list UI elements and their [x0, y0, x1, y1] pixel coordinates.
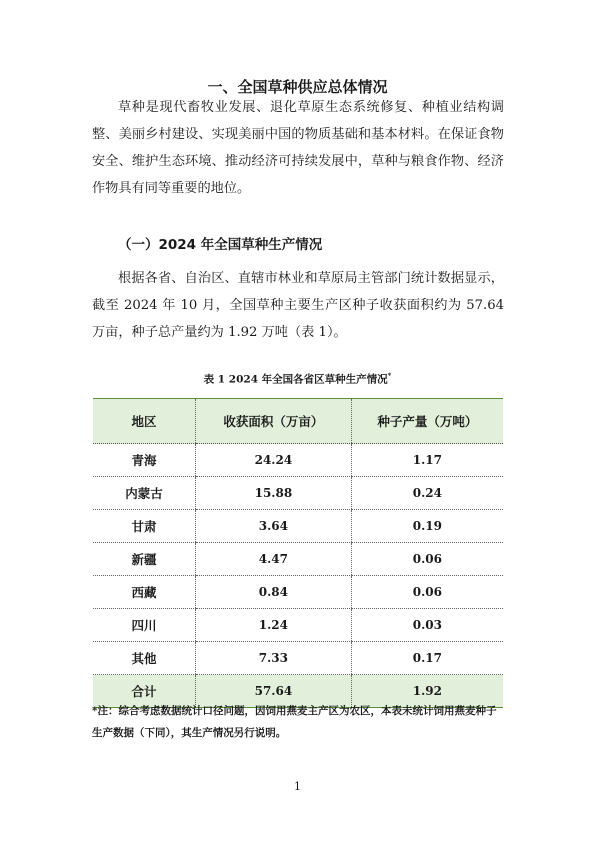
cell-area: 4.47: [196, 543, 352, 576]
total-area: 57.64: [196, 675, 352, 708]
cell-region: 青海: [93, 444, 196, 477]
cell-area: 1.24: [196, 609, 352, 642]
header-yield: 种子产量（万吨）: [351, 399, 503, 444]
table-row: [93, 510, 503, 543]
table-row: [93, 477, 503, 510]
page-number: 1: [294, 780, 301, 793]
production-paragraph: 根据各省、自治区、直辖市林业和草原局主管部门统计数据显示，截至 2024 年 10 月，全国草种主要生产区种子收获面积约为 57.64 万亩，种子总产量约为 1.92 万吨（表 1）。: [92, 271, 504, 340]
table-caption-mark: *: [387, 371, 392, 380]
header-area: 收获面积（万亩）: [196, 399, 352, 444]
section-title: 一、全国草种供应总体情况: [207, 78, 388, 96]
cell-area: 3.64: [196, 510, 352, 543]
intro-paragraph: 草种是现代畜牧业发展、退化草原生态系统修复、种植业结构调整、美丽乡村建设、实现美丽中国的物质基础和基本材料。在保证食物安全、维护生态环境、推动经济可持续发展中，草种与粮食作物、经济作物具有同等重要的地位。: [92, 100, 504, 196]
subsection-title: （一）2024 年全国草种生产情况: [118, 237, 323, 253]
cell-yield: 0.06: [351, 543, 503, 576]
cell-region: 西藏: [93, 576, 196, 609]
cell-yield: 0.06: [351, 576, 503, 609]
cell-area: 24.24: [196, 444, 352, 477]
cell-region: 四川: [93, 609, 196, 642]
cell-yield: 0.17: [351, 642, 503, 675]
table-row: [93, 576, 503, 609]
table-header-row: [93, 399, 503, 444]
cell-region: 内蒙古: [93, 477, 196, 510]
cell-region: 新疆: [93, 543, 196, 576]
table-row: [93, 543, 503, 576]
cell-yield: 0.24: [351, 477, 503, 510]
cell-region: 甘肃: [93, 510, 196, 543]
table-row: [93, 609, 503, 642]
cell-yield: 1.17: [351, 444, 503, 477]
header-region: 地区: [93, 399, 196, 444]
table-row: [93, 444, 503, 477]
cell-yield: 0.19: [351, 510, 503, 543]
cell-area: 15.88: [196, 477, 352, 510]
cell-region: 其他: [93, 642, 196, 675]
table-caption: [0, 371, 595, 387]
total-label: 合计: [93, 675, 196, 708]
table-footnote: *注：综合考虑数据统计口径问题，因饲用燕麦主产区为农区，本表未统计饲用燕麦种子生产数据（下同），其生产情况另行说明。: [92, 705, 497, 739]
production-table: [93, 398, 503, 708]
cell-area: 7.33: [196, 642, 352, 675]
total-yield: 1.92: [351, 675, 503, 708]
cell-yield: 0.03: [351, 609, 503, 642]
table-caption-text: 表 1 2024 年全国各省区草种生产情况: [203, 373, 388, 386]
table-row: [93, 642, 503, 675]
cell-area: 0.84: [196, 576, 352, 609]
